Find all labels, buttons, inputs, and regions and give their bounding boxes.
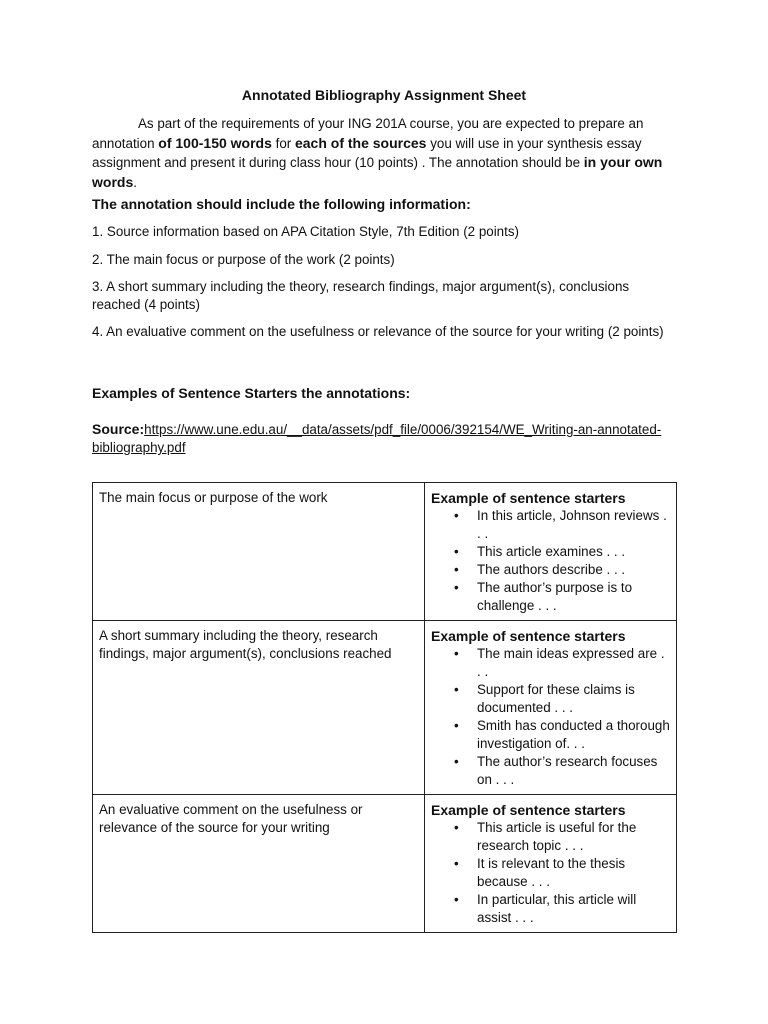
table-row — [93, 483, 677, 621]
document-title: Annotated Bibliography Assignment Sheet — [241, 87, 527, 103]
bullet-list — [431, 507, 670, 615]
row-description: A short summary including the theory, research findings, major argument(s), conclusions reached — [93, 621, 425, 795]
bullet-item: • Support for these claims is documented . . . — [477, 681, 670, 717]
bullet-item: • The author’s purpose is to challenge . . . — [477, 579, 670, 615]
table-row — [93, 621, 677, 795]
row-description: The main focus or purpose of the work — [93, 483, 425, 621]
intro-text: you will use in your synthesis essay assignment and present it during class hour (10 points) . The annotation should be — [92, 135, 642, 170]
list-item: 2. The main focus or purpose of the work (2 points) — [92, 252, 395, 267]
intro-text: for — [271, 135, 295, 151]
row-examples — [425, 483, 677, 621]
row-description: An evaluative comment on the usefulness or relevance of the source for your writing — [93, 795, 425, 933]
subheading: The annotation should include the following information: — [92, 196, 471, 212]
bullet-item: • This article examines . . . — [477, 543, 670, 561]
bullet-item: • In this article, Johnson reviews . . . — [477, 507, 670, 543]
source-line — [92, 420, 672, 457]
intro-bold: in your own words — [92, 154, 663, 190]
source-label: Source: — [92, 421, 145, 437]
intro-bold: each of the sources — [294, 134, 427, 151]
bullet-item: • The author’s research focuses on . . . — [477, 753, 670, 789]
bullet-item: • It is relevant to the thesis because . . . — [477, 855, 670, 891]
intro-paragraph — [92, 115, 676, 192]
examples-label: Example of sentence starters — [431, 490, 626, 506]
list-item: 3. A short summary including the theory, research findings, major argument(s), conclusions reached (4 points) — [92, 279, 630, 312]
examples-label: Example of sentence starters — [431, 628, 626, 644]
bullet-item: • The main ideas expressed are . . . — [477, 645, 670, 681]
list-item: 4. An evaluative comment on the usefulness or relevance of the source for your writing (2 points) — [92, 324, 664, 339]
bullet-item: • The authors describe . . . — [477, 561, 670, 579]
sentence-starters-table — [92, 482, 677, 933]
examples-heading: Examples of Sentence Starters the annotations: — [92, 385, 411, 401]
bullet-item: • This article is useful for the research topic . . . — [477, 819, 670, 855]
table-row — [93, 795, 677, 933]
intro-bold: of 100-150 words — [158, 134, 272, 151]
row-examples — [425, 795, 677, 933]
source-link[interactable]: https://www.une.edu.au/__data/assets/pdf_file/0006/392154/WE_Writing-an-annotated-bibliography.pdf — [92, 422, 662, 455]
bullet-list — [431, 645, 670, 789]
list-item: 1. Source information based on APA Citation Style, 7th Edition (2 points) — [92, 224, 520, 239]
intro-text: As part of the requirements of your ING 201A course, you are expected to prepare an annotation — [92, 116, 644, 151]
examples-label: Example of sentence starters — [431, 802, 626, 818]
row-examples — [425, 621, 677, 795]
bullet-item: • In particular, this article will assist . . . — [477, 891, 670, 927]
bullet-item: • Smith has conducted a thorough investigation of. . . — [477, 717, 670, 753]
intro-text: . — [133, 174, 137, 190]
bullet-list — [431, 819, 670, 927]
